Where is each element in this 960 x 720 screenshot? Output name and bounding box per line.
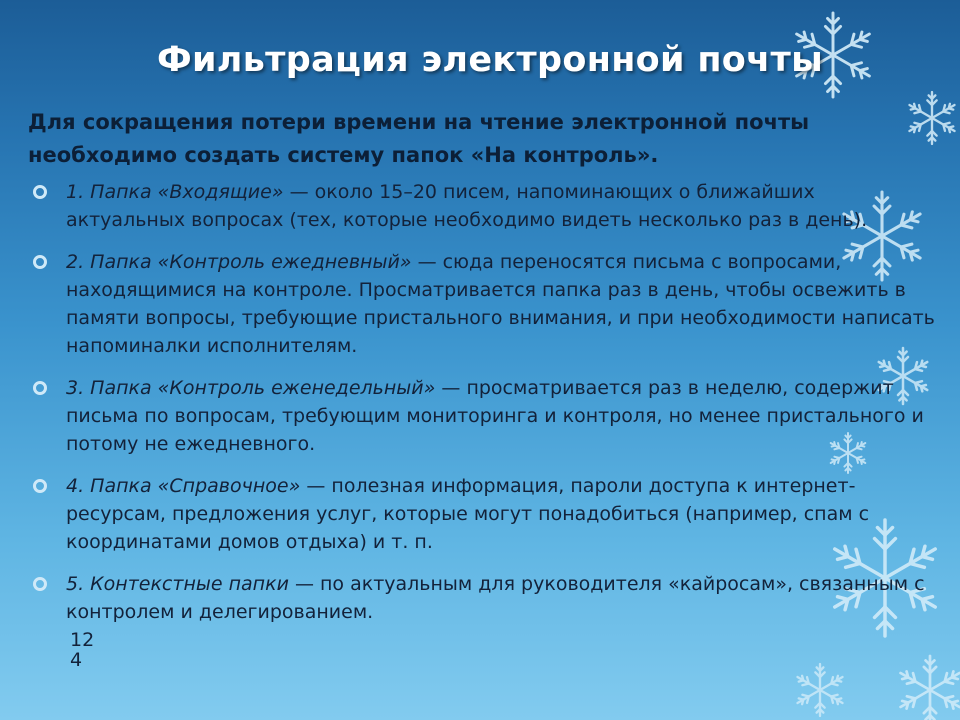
- item-heading: 4. Папка «Справочное»: [66, 475, 301, 497]
- ring-bullet-icon: [33, 479, 47, 493]
- item-text: — по актуальным для руководителя «кайросам», связанным с контролем и делегированием.: [66, 573, 925, 623]
- ring-bullet-icon: [33, 577, 47, 591]
- list-item: [0, 178, 960, 234]
- snowflake-icon: [795, 664, 845, 716]
- page-number: 12 4: [70, 629, 95, 671]
- item-heading: 5. Контекстные папки: [66, 573, 289, 595]
- item-text: — полезная информация, пароли доступа к интернет-ресурсам, предложения услуг, которые могут понадобиться (например, спам с координатами домов отдыха) и т. п.: [66, 475, 870, 553]
- list-item: [0, 374, 960, 458]
- item-heading: 1. Папка «Входящие»: [66, 181, 284, 203]
- list-item: [0, 570, 960, 626]
- item-text: — сюда переносятся письма с вопросами, находящимися на контроле. Просматривается папка раз в день, чтобы освежить в памяти вопросы, требующие пристального внимания, и при необходимости написать напоминалки исполнителям.: [66, 251, 935, 357]
- item-heading: 3. Папка «Контроль еженедельный»: [66, 377, 436, 399]
- item-heading: 2. Папка «Контроль ежедневный»: [66, 251, 412, 273]
- ring-bullet-icon: [33, 255, 47, 269]
- folder-list: [0, 178, 960, 626]
- slide-title: Фильтрация электронной почты: [156, 40, 824, 80]
- ring-bullet-icon: [33, 381, 47, 395]
- intro-text: Для сокращения потери времени на чтение электронной почты необходимо создать систему папок «На контроль».: [28, 110, 810, 167]
- snowflake-icon: [897, 656, 960, 720]
- item-text: — около 15–20 писем, напоминающих о ближайших актуальных вопросах (тех, которые необходимо видеть несколько раз в день).: [66, 181, 868, 231]
- item-text: — просматривается раз в неделю, содержит письма по вопросам, требующим мониторинга и контроля, но менее пристального и потому не ежедневного.: [66, 377, 924, 455]
- list-item: [0, 248, 960, 360]
- ring-bullet-icon: [33, 185, 47, 199]
- list-item: [0, 472, 960, 556]
